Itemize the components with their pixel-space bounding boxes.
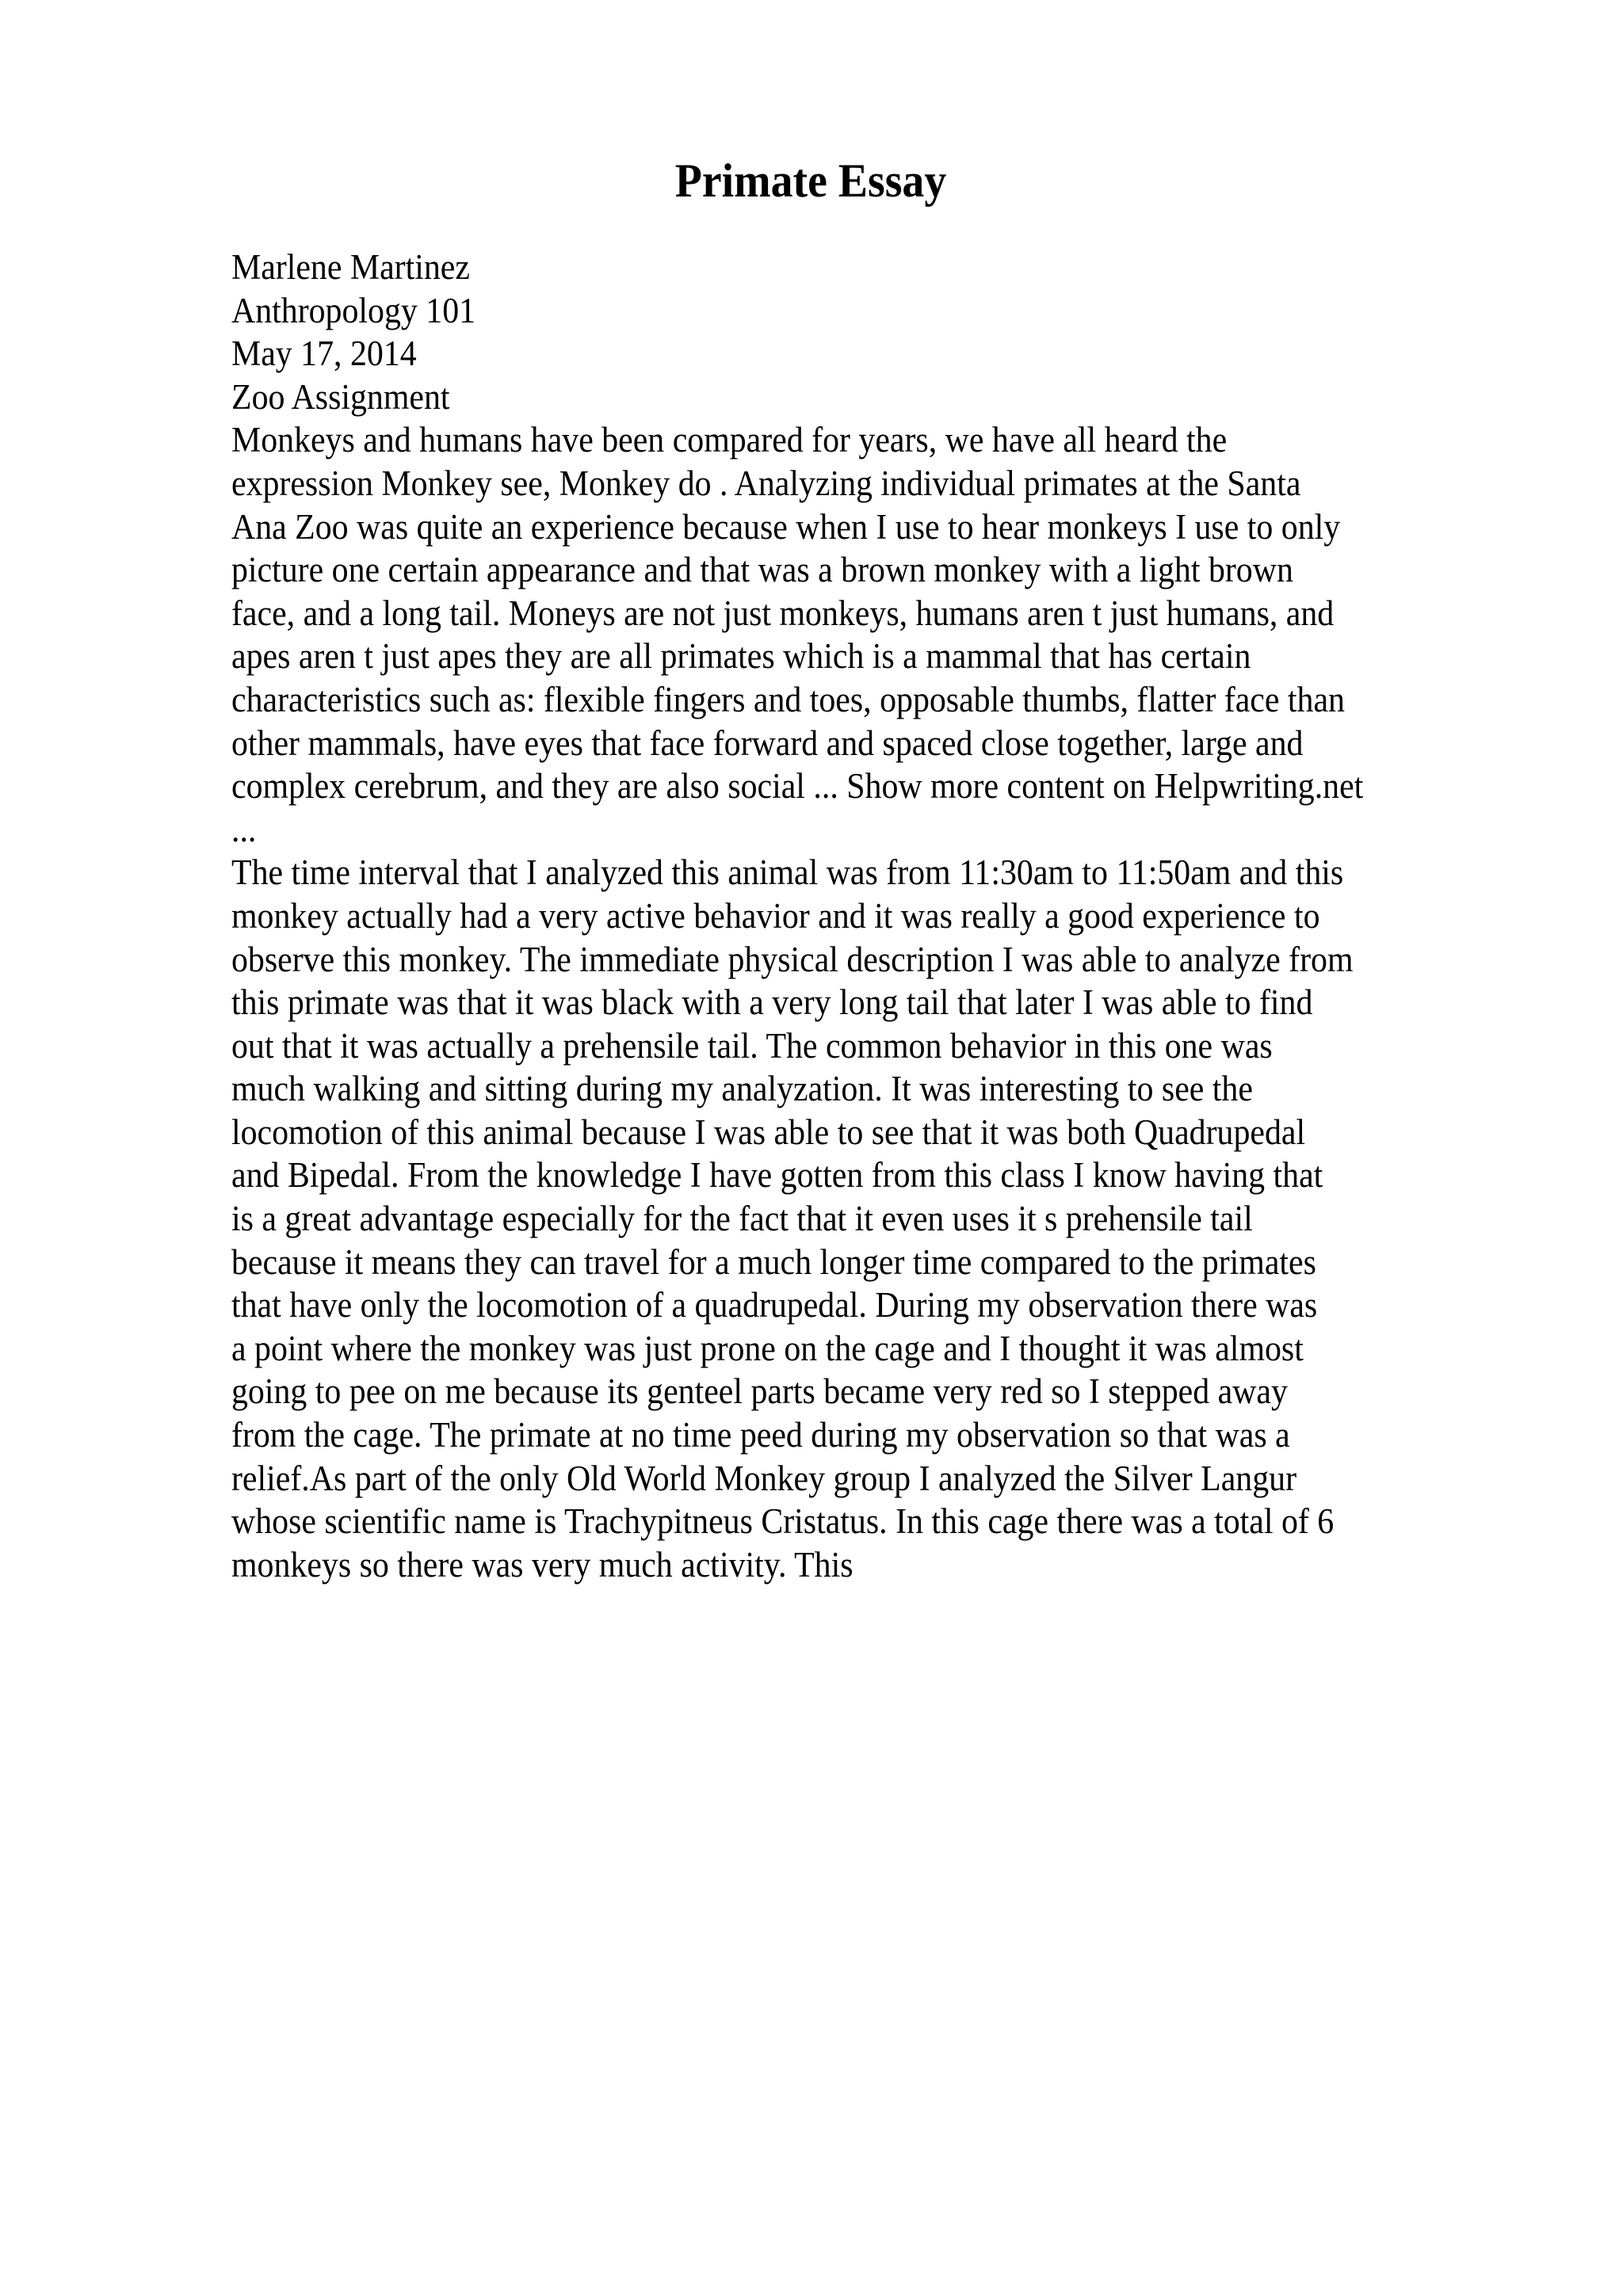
text-line: monkeys so there was very much activity. This: [231, 1544, 854, 1585]
text-line: is a great advantage especially for the fact that it even uses it s prehensile tail: [231, 1199, 1253, 1239]
text-line: characteristics such as: flexible fingers and toes, opposable thumbs, flatter face than: [231, 679, 1345, 719]
text-line: much walking and sitting during my analyzation. It was interesting to see the: [231, 1069, 1253, 1109]
text-line: from the cage. The primate at no time peed during my observation so that was a: [231, 1415, 1290, 1455]
text-line: The time interval that I analyzed this animal was from 11:30am to 11:50am and this: [231, 852, 1344, 893]
text-line-with-promo: complex cerebrum, and they are also social ... Show more content on Helpwriting.net: [231, 766, 1364, 807]
text-line: because it means they can travel for a much longer time compared to the primates: [231, 1241, 1316, 1282]
text-line: picture one certain appearance and that was a brown monkey with a light brown: [231, 550, 1293, 590]
text-line: relief.As part of the only Old World Monkey group I analyzed the Silver Langur: [231, 1458, 1297, 1498]
text-line: going to pee on me because its genteel parts became very red so I stepped away: [231, 1371, 1288, 1412]
text-line: face, and a long tail. Moneys are not just monkeys, humans aren t just humans, and: [231, 593, 1335, 633]
text-line: expression Monkey see, Monkey do . Analyzing individual primates at the Santa: [231, 463, 1301, 503]
essay-body: [231, 246, 1499, 1586]
assignment-name: Zoo Assignment: [231, 376, 450, 417]
text-line: locomotion of this animal because I was able to see that it was both Quadrupedal: [231, 1112, 1306, 1152]
text-line: this primate was that it was black with a very long tail that later I was able to find: [231, 982, 1313, 1023]
text-line: out that it was actually a prehensile tail. The common behavior in this one was: [231, 1025, 1273, 1066]
paragraph-observation: [231, 851, 1499, 1586]
text-line: a point where the monkey was just prone on the cage and I thought it was almost: [231, 1328, 1304, 1368]
page-title: Primate Essay: [674, 154, 947, 207]
text-line: and Bipedal. From the knowledge I have gotten from this class I know having that: [231, 1155, 1323, 1196]
essay-date: May 17, 2014: [231, 334, 417, 374]
text-line: observe this monkey. The immediate physical description I was able to analyze from: [231, 939, 1354, 979]
text-line: Monkeys and humans have been compared for years, we have all heard the: [231, 420, 1228, 460]
text-line: monkey actually had a very active behavior and it was really a good experience to: [231, 895, 1320, 936]
author-name: Marlene Martinez: [231, 247, 470, 287]
course-name: Anthropology 101: [231, 290, 476, 330]
paragraph-intro: [231, 418, 1499, 851]
ellipsis-line: ...: [231, 809, 257, 849]
text-line: Ana Zoo was quite an experience because when I use to hear monkeys I use to only: [231, 506, 1341, 547]
text-line: whose scientific name is Trachypitneus Cristatus. In this cage there was a total of 6: [231, 1501, 1335, 1542]
text-line: other mammals, have eyes that face forward and spaced close together, large and: [231, 723, 1304, 763]
text-line: that have only the locomotion of a quadrupedal. During my observation there was: [231, 1285, 1318, 1325]
text-line: apes aren t just apes they are all primates which is a mammal that has certain: [231, 636, 1251, 677]
